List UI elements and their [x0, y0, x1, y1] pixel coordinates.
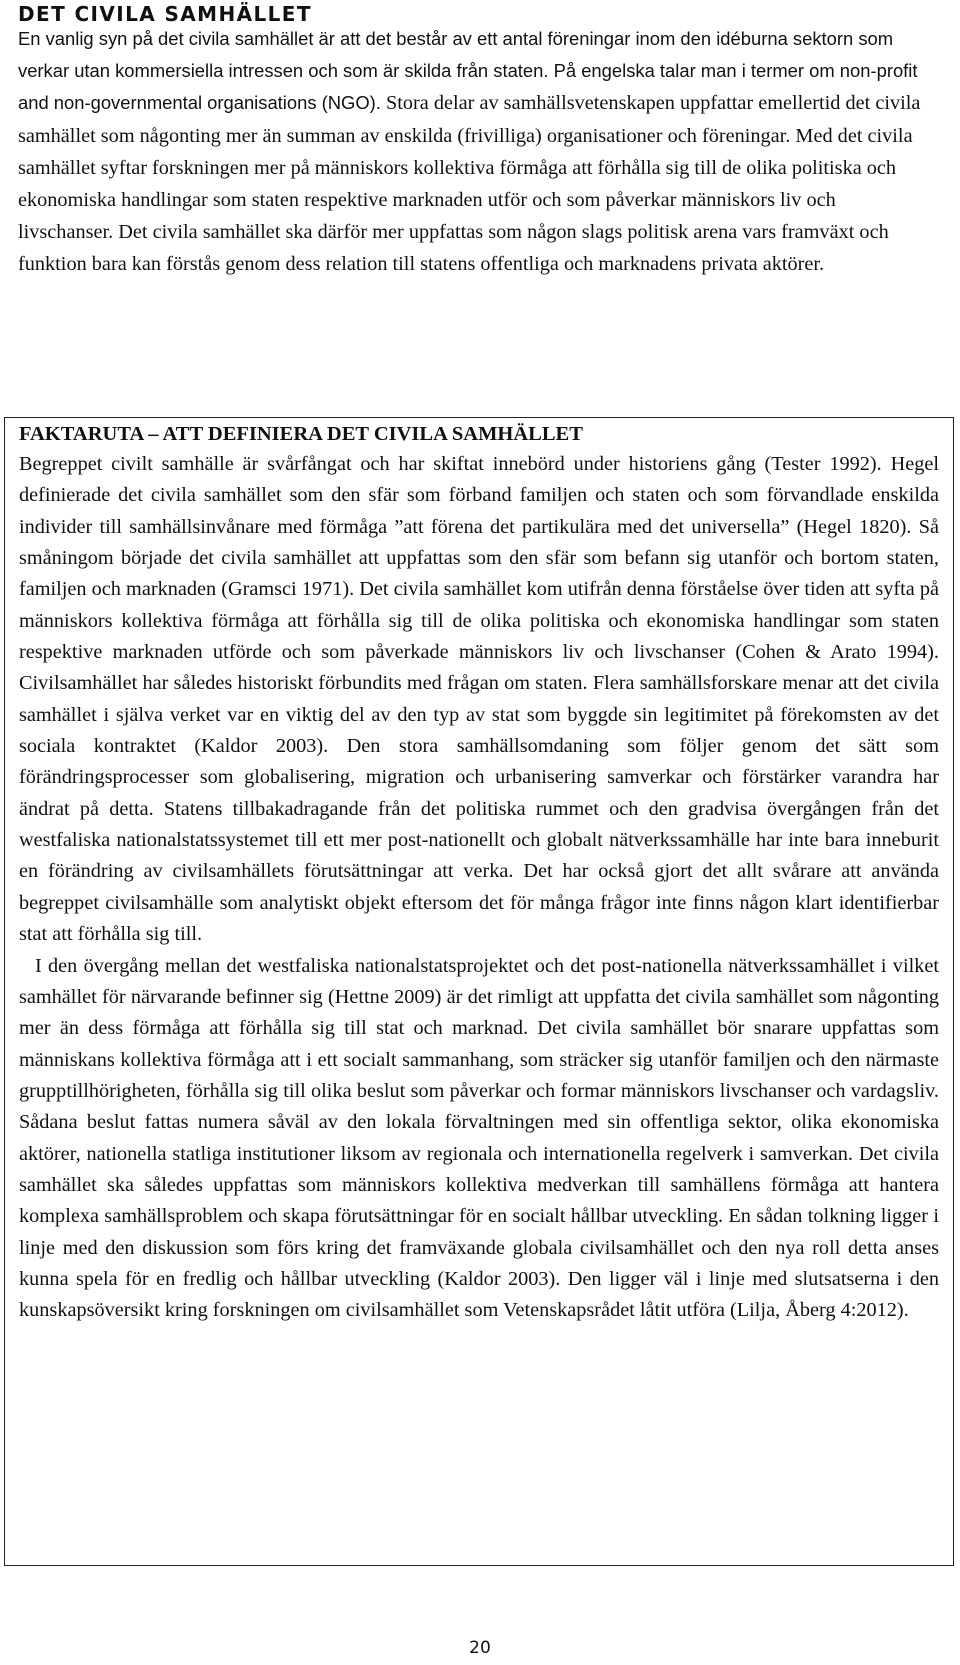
fact-box-paragraph-2: I den övergång mellan det westfaliska nationalstatsprojektet och det post-nationella nätverkssamhället i vilket samhället för närvarande befinner sig (Hettne 2009) är det rimligt att uppfatta det civila samhället som någonting mer än dess förmåga att förhålla sig till stat och marknad. Det civila samhället bör snarare uppfattas som människans kollektiva förmåga att i ett socialt sammanhang, som sträcker sig utanför familjen och den närmaste grupptillhörigheten, förhålla sig till olika beslut som påverkar och formar människors livschanser och vardagsliv. Sådana beslut fattas numera såväl av den lokala förvaltningen med sin offentliga sektor, olika ekonomiska aktörer, nationella statliga institutioner liksom av regionala och internationella regelverk i samverkan. Det civila samhället ska således uppfattas som människors kollektiva medverkan till samhällens förmåga att hantera komplexa samhällsproblem och skapa förutsättningar för en socialt hållbar utveckling. En sådan tolkning ligger i linje med den diskussion som förs kring det framväxande globala civilsamhället och den nya roll detta anses kunna spela för en fredlig och hållbar utveckling (Kaldor 2003). Den ligger väl i linje med slutsatserna i den kunskapsöversikt kring forskningen om civilsamhället som Vetenskapsrådet låtit utföra (Lilja, Åberg 4:2012).: [19, 954, 939, 1322]
fact-box: [4, 417, 954, 1566]
section-heading: DET CIVILA SAMHÄLLET: [18, 2, 312, 26]
intro-paragraph: [18, 23, 936, 281]
page-number: 20: [469, 1638, 491, 1658]
intro-text-part-1: En vanlig syn på det civila samhället är att det består av ett antal föreningar inom den idéburna sektorn som verkar utan kommersiella intressen och som är skilda från staten. På engelska talar man i termer om non-profit and non-governmental organisations (NGO).: [18, 28, 918, 114]
fact-box-title: FAKTARUTA – ATT DEFINIERA DET CIVILA SAMHÄLLET: [19, 423, 583, 445]
intro-text-part-2: Stora delar av samhällsvetenskapen uppfattar emellertid det civila samhället som någonting mer än summan av enskilda (frivilliga) organisationer och föreningar. Med det civila samhället syftar forskningen mer på människors kollektiva förmåga att förhålla sig till de olika politiska och ekonomiska handlingar som staten respektive marknaden utför och som påverkar människors liv och livschanser. Det civila samhället ska därför mer uppfattas som någon slags politisk arena vars framväxt och funktion bara kan förstås genom dess relation till statens offentliga och marknadens privata aktörer.: [18, 92, 921, 276]
fact-box-body: [19, 449, 939, 1327]
fact-box-paragraph-1: Begreppet civilt samhälle är svårfångat och har skiftat innebörd under historiens gång (Tester 1992). Hegel definierade det civila samhället som den sfär som förband familjen och staten och som förvandlade enskilda individer till samhällsinvånare med förmåga ”att förena det partikulära med det universella” (Hegel 1820). Så småningom började det civila samhället att uppfattas som den sfär som befann sig utanför och bortom staten, familjen och marknaden (Gramsci 1971). Det civila samhället kom utifrån denna förståelse över tiden att syfta på människors kollektiva förmåga att förhålla sig till de olika politiska och ekonomiska handlingar som staten respektive marknaden utförde och som påverkade människors liv och livschanser (Cohen & Arato 1994). Civilsamhället har således historiskt förbundits med frågan om staten. Flera samhällsforskare menar att det civila samhället i själva verket var en viktig del av den typ av stat som byggde sin legitimitet på förekomsten av det sociala kontraktet (Kaldor 2003). Den stora samhällsomdaning som följer genom det sätt som förändringsprocesser som globalisering, migration och urbanisering samverkar och förstärker varandra har ändrat på detta. Statens tillbakadragande från det politiska rummet och den gradvisa övergången från det westfaliska nationalstatssystemet till ett mer post-nationellt och globalt nätverkssamhälle har inte bara inneburit en förändring av civilsamhällets förutsättningar att verka. Det har också gjort det allt svårare att använda begreppet civilsamhälle som analytiskt objekt eftersom det för många frågor inte finns någon klart identifierbar stat att förhålla sig till.: [19, 453, 939, 946]
